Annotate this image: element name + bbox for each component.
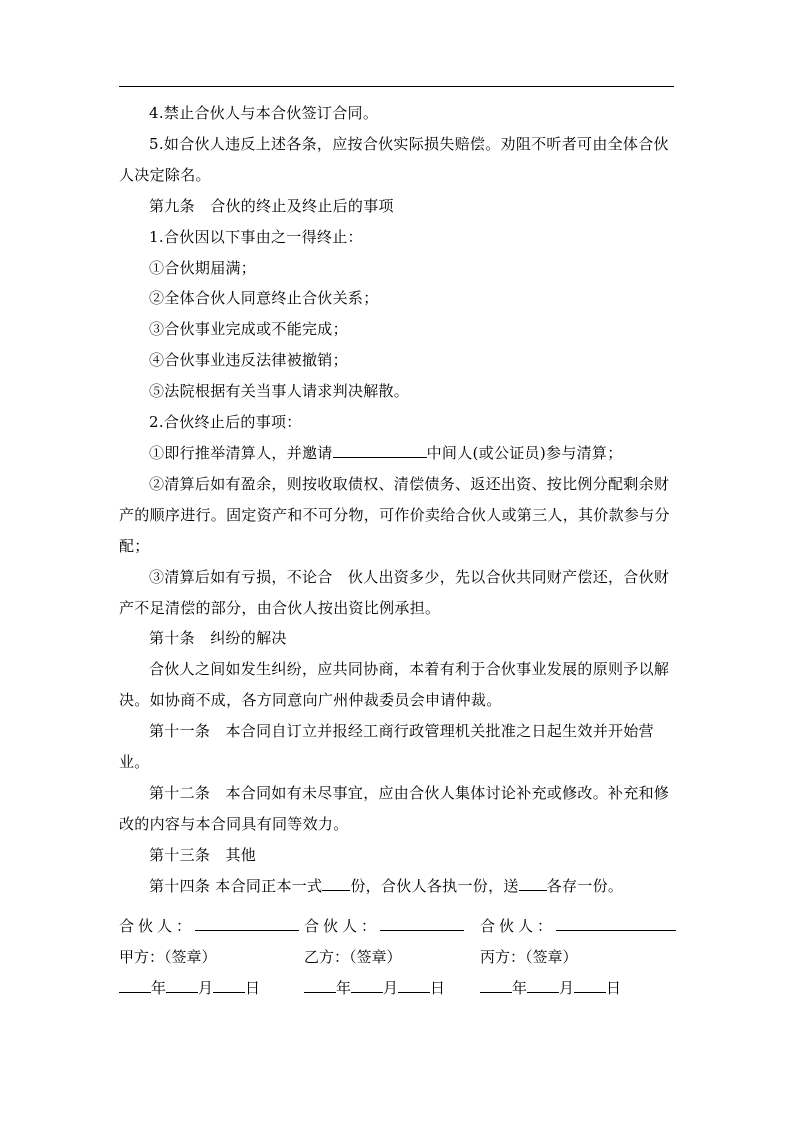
year-label: 年 [336,979,352,997]
date-a [119,973,260,1004]
partner-name-blank[interactable] [195,914,299,931]
article-heading: 第十三条 其他 [149,845,257,864]
partner-label: 合伙人： [119,917,196,935]
day-blank[interactable] [213,976,245,993]
list-item: ①合伙期届满； [149,258,257,277]
year-blank[interactable] [304,976,336,993]
day-blank[interactable] [398,976,430,993]
copies-text-3: 各存一份。 [546,876,624,895]
list-item: ⑤法院根据有关当事人请求判决解散。 [149,382,410,401]
paragraph: 5.如合伙人违反上述各条，应按合伙实际损失赔偿。劝阻不听者可由全体合伙人决定除名。 [119,134,669,184]
copies-text-1: 第十四条 本合同正本一式 [149,876,323,895]
copies-paragraph [119,871,674,902]
list-item: ②全体合伙人同意终止合伙关系； [149,289,379,308]
partner-3 [480,911,676,942]
list-item: ④合伙事业违反法律被撤销； [149,351,348,370]
month-label: 月 [559,979,575,997]
header-rule [119,86,674,87]
paragraph: 合伙人之间如发生纠纷，应共同协商，本着有利于合伙事业发展的原则予以解决。如协商不成，各方同意向广州仲裁委员会申请仲裁。 [119,660,670,710]
partner-row [119,911,674,942]
partner-label: 合伙人： [480,917,557,935]
contract-body [119,98,674,902]
paragraph: 第十一条 本合同自订立并报经工商行政管理机关批准之日起生效并开始营业。 [119,722,654,772]
party-c-seal: 丙方：（签章） [480,948,578,966]
partner-name-blank[interactable] [556,914,676,931]
clearing-text-before: ①即行推举清算人，并邀请 [149,443,333,462]
date-c [480,973,621,1004]
article-heading: 第九条 合伙的终止及终止后的事项 [149,196,394,215]
year-blank[interactable] [480,976,512,993]
intermediary-blank[interactable] [333,441,427,458]
list-item: ③合伙事业完成或不能完成； [149,320,348,339]
day-label: 日 [430,979,446,997]
day-blank[interactable] [574,976,606,993]
article-heading: 第十条 纠纷的解决 [149,629,287,648]
clearing-paragraph [119,438,674,469]
partner-2 [304,911,464,942]
date-b [304,973,445,1004]
partner-name-blank[interactable] [380,914,464,931]
paragraph: 2.合伙终止后的事项： [149,413,302,432]
list-item: ②清算后如有盈余，则按收取债权、清偿债务、返还出资、按比例分配剩余财产的顺序进行。固定资产和不可分物，可作价卖给合伙人或第三人，其价款参与分配； [119,474,670,555]
day-label: 日 [245,979,261,997]
signature-block [119,911,674,1004]
month-blank[interactable] [527,976,559,993]
year-label: 年 [151,979,167,997]
month-label: 月 [383,979,399,997]
copies-text-2: 份，合伙人各执一份，送 [350,876,519,895]
year-label: 年 [512,979,528,997]
month-blank[interactable] [351,976,383,993]
month-label: 月 [198,979,214,997]
copies-count-blank[interactable] [322,874,350,891]
list-item: ③清算后如有亏损，不论合 伙人出资多少，先以合伙共同财产偿还，合伙财产不足清偿的部分，由合伙人按出资比例承担。 [119,567,670,617]
paragraph: 1.合伙因以下事由之一得终止： [149,227,363,246]
day-label: 日 [606,979,622,997]
month-blank[interactable] [166,976,198,993]
party-b-seal: 乙方：（签章） [304,948,402,966]
partner-1 [119,911,299,942]
seal-row [119,942,674,973]
recipient-blank[interactable] [519,874,547,891]
party-a-seal: 甲方：（签章） [119,948,217,966]
partner-label: 合伙人： [304,917,381,935]
paragraph: 4.禁止合伙人与本合伙签订合同。 [149,104,379,122]
date-row [119,973,674,1004]
clearing-text-after: 中间人(或公证员)参与清算； [426,443,623,462]
paragraph: 第十二条 本合同如有未尽事宜，应由合伙人集体讨论补充或修改。补充和修改的内容与本合同具有同等效力。 [119,783,670,833]
year-blank[interactable] [119,976,151,993]
